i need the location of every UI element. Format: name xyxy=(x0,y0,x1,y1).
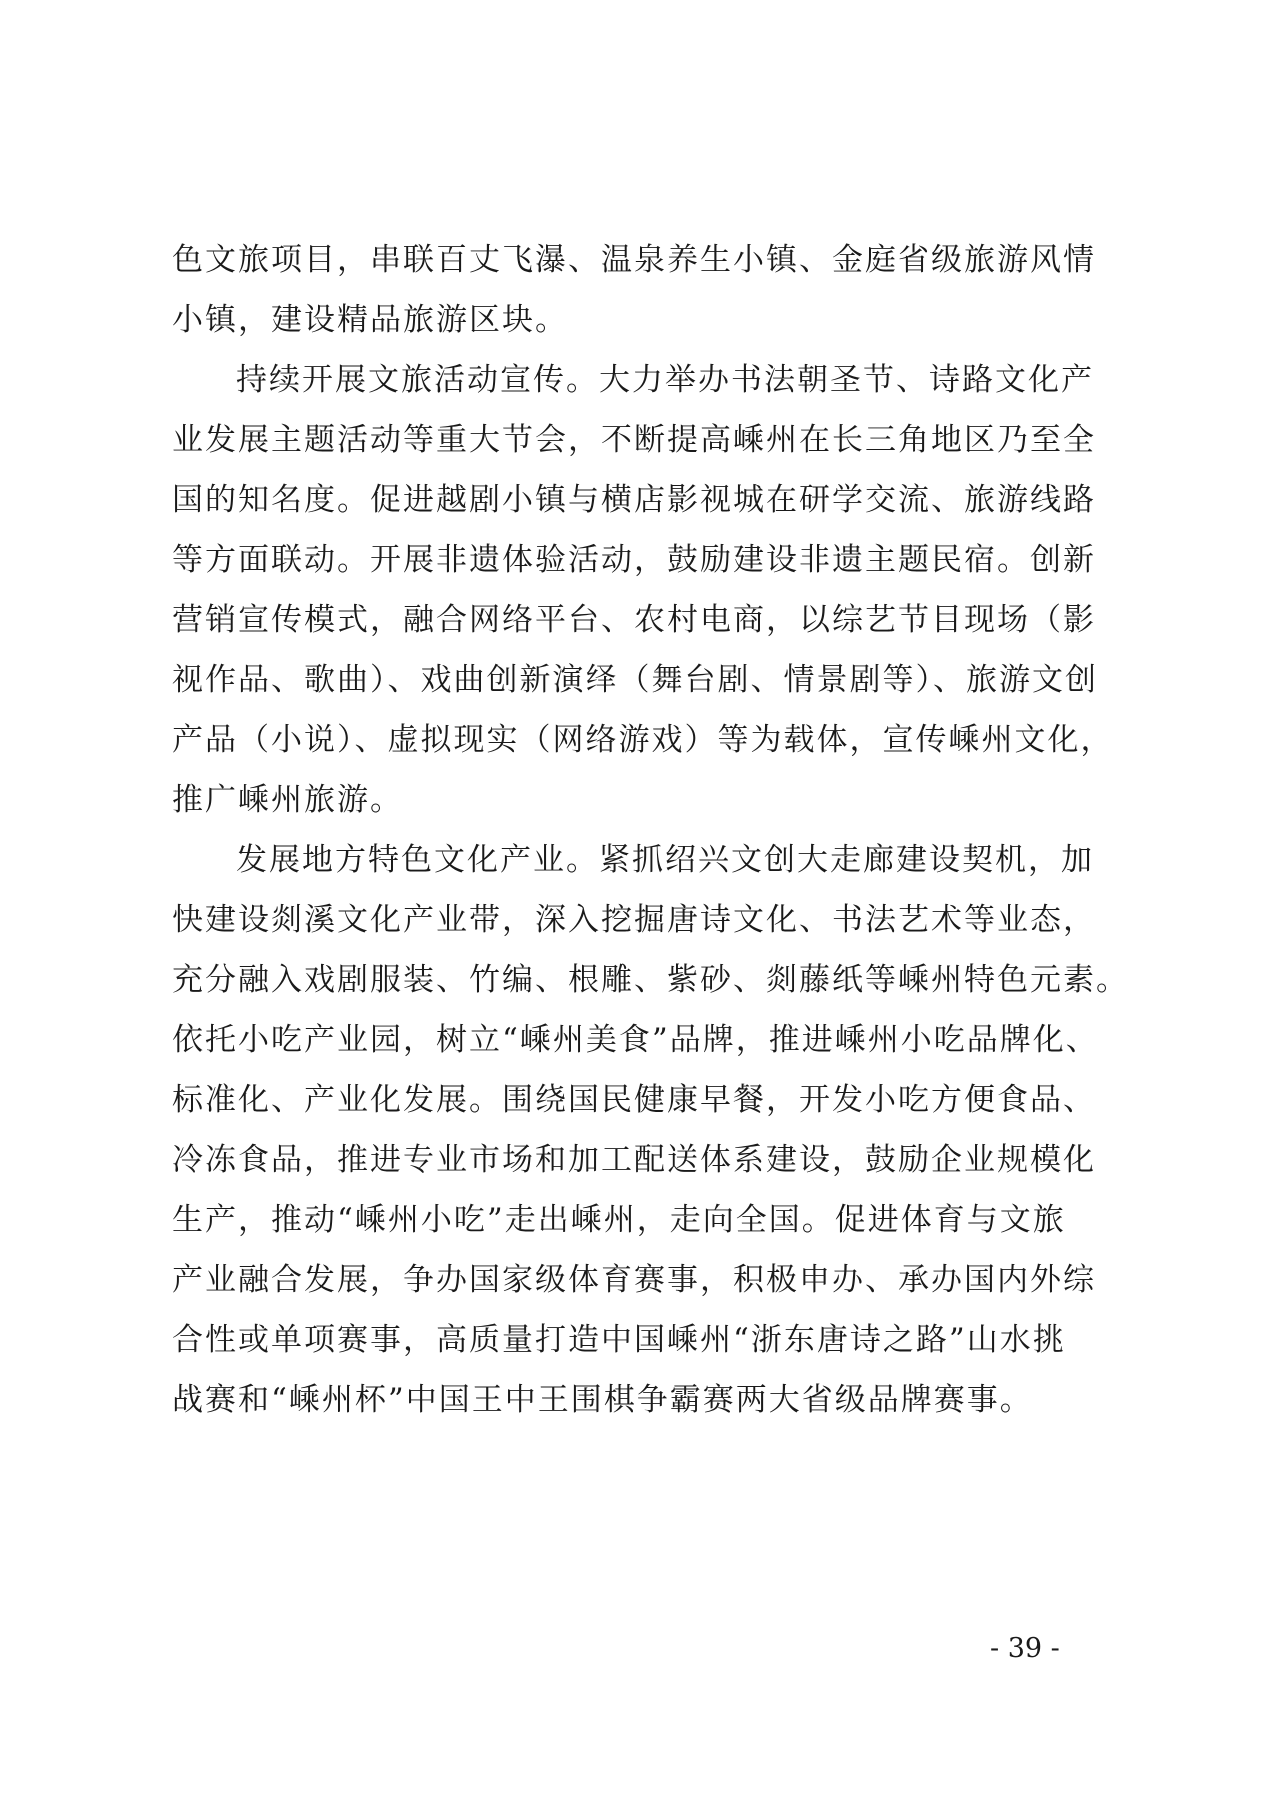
paragraph-3-line-1: 发展地方特色文化产业。紧抓绍兴文创大走廊建设契机，加 xyxy=(236,842,1094,878)
paragraph-3-line-6: 冷冻食品，推进专业市场和加工配送体系建设，鼓励企业规模化 xyxy=(172,1142,1096,1178)
paragraph-3-line-8: 产业融合发展，争办国家级体育赛事，积极申办、承办国内外综 xyxy=(172,1262,1096,1298)
paragraph-3-line-4: 依托小吃产业园，树立“嵊州美食”品牌，推进嵊州小吃品牌化、 xyxy=(172,1022,1099,1058)
paragraph-3-line-3: 充分融入戏剧服装、竹编、根雕、紫砂、剡藤纸等嵊州特色元素。 xyxy=(172,962,1129,998)
page-number: - 39 - xyxy=(990,1633,1060,1664)
paragraph-3-line-10: 战赛和“嵊州杯”中国王中王围棋争霸赛两大省级品牌赛事。 xyxy=(172,1382,1033,1418)
paragraph-1-line-1: 色文旅项目，串联百丈飞瀑、温泉养生小镇、金庭省级旅游风情 xyxy=(172,242,1096,278)
paragraph-2-line-7: 产品（小说）、虚拟现实（网络游戏）等为载体，宣传嵊州文化， xyxy=(172,722,1114,758)
paragraph-3-line-9: 合性或单项赛事，高质量打造中国嵊州“浙东唐诗之路”山水挑 xyxy=(172,1322,1066,1358)
paragraph-2-line-5: 营销宣传模式，融合网络平台、农村电商，以综艺节目现场（影 xyxy=(172,602,1096,638)
paragraph-2-line-2: 业发展主题活动等重大节会，不断提高嵊州在长三角地区乃至全 xyxy=(172,422,1096,458)
paragraph-3-line-2: 快建设剡溪文化产业带，深入挖掘唐诗文化、书法艺术等业态， xyxy=(172,902,1096,938)
paragraph-2-line-6: 视作品、歌曲）、戏曲创新演绎（舞台剧、情景剧等）、旅游文创 xyxy=(172,662,1098,698)
paragraph-3-line-7: 生产，推动“嵊州小吃”走出嵊州，走向全国。促进体育与文旅 xyxy=(172,1202,1066,1238)
paragraph-2-line-1: 持续开展文旅活动宣传。大力举办书法朝圣节、诗路文化产 xyxy=(236,362,1094,398)
paragraph-3-line-5: 标准化、产业化发展。围绕国民健康早餐，开发小吃方便食品、 xyxy=(172,1082,1096,1118)
paragraph-2-line-8: 推广嵊州旅游。 xyxy=(172,782,403,818)
paragraph-1-line-2: 小镇，建设精品旅游区块。 xyxy=(172,302,568,338)
paragraph-2-line-4: 等方面联动。开展非遗体验活动，鼓励建设非遗主题民宿。创新 xyxy=(172,542,1096,578)
paragraph-2-line-3: 国的知名度。促进越剧小镇与横店影视城在研学交流、旅游线路 xyxy=(172,482,1096,518)
